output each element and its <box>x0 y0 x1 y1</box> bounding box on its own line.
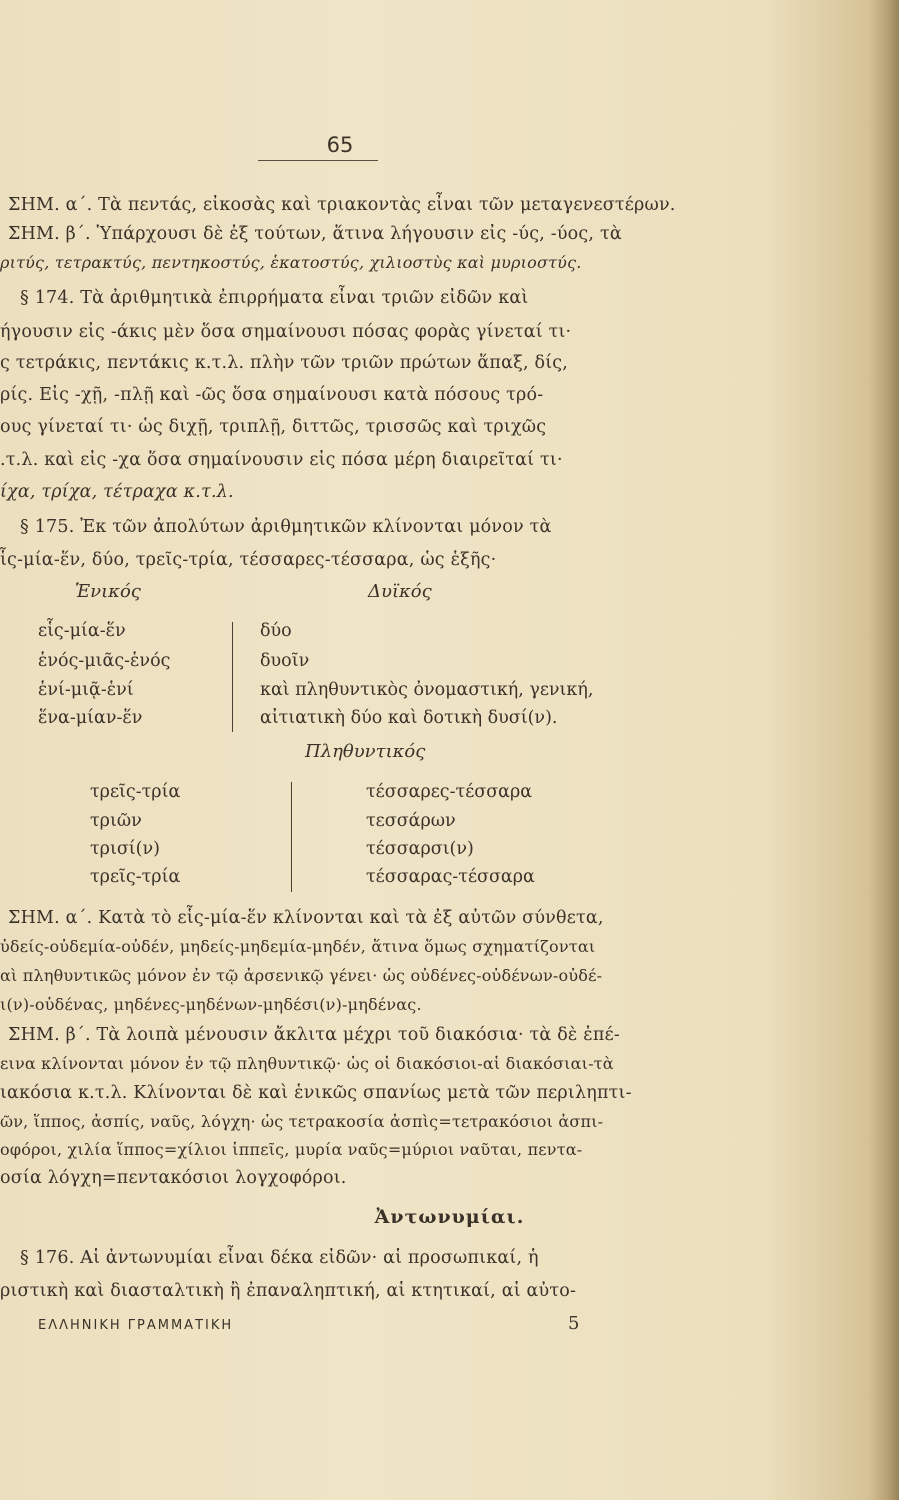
section-heading: Ἀντωνυμίαι. <box>374 1206 525 1228</box>
text-line: ΣΗΜ. β΄. Ὑπάρχουσι δὲ ἐξ τούτων, ἅτινα λήγουσιν εἰς -ύς, -ύος, τὰ <box>8 224 622 244</box>
footer-signature-mark: 5 <box>568 1313 580 1334</box>
text-line: ριστικὴ καὶ διασταλτικὴ ἢ ἐπαναληπτική, αἱ κτητικαί, αἱ αὐτο- <box>0 1281 577 1301</box>
text-line: ήγουσιν εἰς -άκις μὲν ὅσα σημαίνουσι πόσας φορὰς γίνεταί τι· <box>0 322 572 342</box>
table-cell: εἷς-μία-ἕν <box>38 621 126 641</box>
text-line: ριτύς, τετρακτύς, πεντηκοστύς, ἑκατοστύς, χιλιοστὺς καὶ μυριοστύς. <box>0 253 582 272</box>
table-cell: τριῶν <box>90 811 142 831</box>
column-divider <box>291 782 292 892</box>
table-cell: ἑνός-μιᾶς-ἑνός <box>38 651 171 671</box>
table-cell: τρεῖς-τρία <box>90 867 181 887</box>
text-line: § 175. Ἐκ τῶν ἀπολύτων ἀριθμητικῶν κλίνονται μόνον τὰ <box>20 517 552 537</box>
text-line: ίχα, τρίχα, τέτραχα κ.τ.λ. <box>0 482 234 502</box>
text-line: ους γίνεταί τι· ὡς διχῇ, τριπλῇ, διττῶς, τρισσῶς καὶ τριχῶς <box>0 417 547 437</box>
text-line: ΣΗΜ. α΄. Τὰ πεντάς, εἰκοσὰς καὶ τριακοντὰς εἶναι τῶν μεταγενεστέρων. <box>8 195 676 215</box>
table-cell: ἑνί-μιᾷ-ἑνί <box>38 680 134 700</box>
text-line: ὐδείς-οὐδεμία-οὐδέν, μηδείς-μηδεμία-μηδέν, ἅτινα ὅμως σχηματίζονται <box>0 937 596 956</box>
text-line: οφόροι, χιλία ἵππος=χίλιοι ἱππεῖς, μυρία ναῦς=μύριοι ναῦται, πεντα- <box>0 1140 583 1159</box>
table-cell: δυοῖν <box>260 651 310 671</box>
text-line: αὶ πληθυντικῶς μόνον ἐν τῷ ἀρσενικῷ γένει· ὡς οὐδένες-οὐδένων-οὐδέ- <box>0 966 603 985</box>
table-cell: καὶ πληθυντικὸς ὀνομαστική, γενική, <box>260 680 594 700</box>
table-cell: τέσσαρες-τέσσαρα <box>366 782 533 802</box>
table-cell: τέσσαρσι(ν) <box>366 839 474 859</box>
text-line: .τ.λ. καὶ εἰς -χα ὅσα σημαίνουσιν εἰς πόσα μέρη διαιρεῖταί τι· <box>0 450 563 470</box>
text-line: εινα κλίνονται μόνον ἐν τῷ πληθυντικῷ· ὡς οἱ διακόσιοι-αἱ διακόσιαι-τὰ <box>0 1054 614 1073</box>
page-edge-shadow <box>869 0 899 1500</box>
column-divider <box>232 622 233 732</box>
text-line: ΣΗΜ. α΄. Κατὰ τὸ εἷς-μία-ἕν κλίνονται καὶ τὰ ἐξ αὐτῶν σύνθετα, <box>8 908 604 928</box>
text-line: § 176. Αἱ ἀντωνυμίαι εἶναι δέκα εἰδῶν· αἱ προσωπικαί, ἡ <box>20 1248 539 1268</box>
text-line: ῶν, ἵππος, ἀσπίς, ναῦς, λόγχη· ὡς τετρακοσία ἀσπὶς=τετρακόσιοι ἀσπι- <box>0 1112 604 1131</box>
text-line: ΣΗΜ. β΄. Τὰ λοιπὰ μένουσιν ἄκλιτα μέχρι τοῦ διακόσια· τὰ δὲ ἐπέ- <box>8 1025 620 1045</box>
text-line: ς τετράκις, πεντάκις κ.τ.λ. πλὴν τῶν τριῶν πρώτων ἅπαξ, δίς, <box>0 353 569 373</box>
column-heading-singular: Ἑνικός <box>75 581 141 602</box>
text-line: ἷς-μία-ἕν, δύο, τρεῖς-τρία, τέσσαρες-τέσσαρα, ὡς ἑξῆς· <box>0 550 497 570</box>
text-line: οσία λόγχη=πεντακόσιοι λογχοφόροι. <box>0 1168 347 1188</box>
text-line: ιακόσια κ.τ.λ. Κλίνονται δὲ καὶ ἑνικῶς σπανίως μετὰ τῶν περιληπτι- <box>0 1083 632 1103</box>
footer-book-title: ΕΛΛΗΝΙΚΗ ΓΡΑΜΜΑΤΙΚΗ <box>38 1318 234 1333</box>
table-cell: τεσσάρων <box>366 811 456 831</box>
text-line: ρίς. Εἰς -χῇ, -πλῇ καὶ -ῶς ὅσα σημαίνουσι κατὰ πόσους τρό- <box>0 385 544 405</box>
column-heading-dual: Δυϊκός <box>368 581 432 602</box>
table-cell: τρισί(ν) <box>90 839 160 859</box>
table-cell: τέσσαρας-τέσσαρα <box>366 867 535 887</box>
text-line: ι(ν)-οὐδένας, μηδένες-μηδένων-μηδέσι(ν)-μηδένας. <box>0 995 422 1014</box>
page-number: 65 <box>326 133 354 157</box>
table-cell: δύο <box>260 621 292 641</box>
column-heading-plural: Πληθυντικός <box>305 741 426 762</box>
text-line: § 174. Τὰ ἀριθμητικὰ ἐπιρρήματα εἶναι τριῶν εἰδῶν καὶ <box>20 288 529 308</box>
table-cell: ἕνα-μίαν-ἕν <box>38 708 143 728</box>
table-cell: τρεῖς-τρία <box>90 782 181 802</box>
page-number-rule <box>258 160 378 161</box>
table-cell: αἰτιατικὴ δύο καὶ δοτικὴ δυσί(ν). <box>260 708 558 728</box>
